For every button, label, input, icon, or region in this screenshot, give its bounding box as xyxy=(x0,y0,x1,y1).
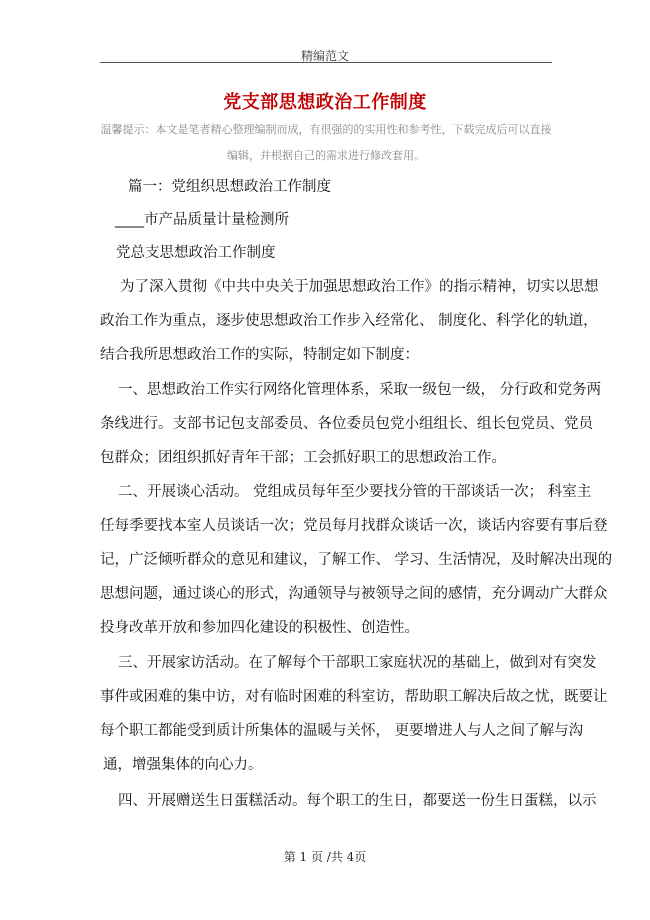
body-line: 包群众；团组织抓好青年干部；工会抓好职工的思想政治工作。 xyxy=(100,450,506,466)
header-divider xyxy=(100,62,552,63)
body-line: 投身改革开放和参加四化建设的积极性、创造性。 xyxy=(100,620,419,636)
body-line: 二、开展谈心活动。 党组成员每年至少要找分管的干部谈话一次； 科室主 xyxy=(118,484,592,500)
subsection-title: 党总支思想政治工作制度 xyxy=(116,245,276,261)
body-line: 任每季要找本室人员谈话一次；党员每月找群众谈话一次，谈话内容要有事后登 xyxy=(100,518,608,534)
body-line: 每个职工都能受到质计所集体的温暖与关怀， 更要增进人与人之间了解与沟 xyxy=(100,723,584,739)
body-line: 政治工作为重点，逐步使思想政治工作步入经常化、 制度化、科学化的轨道， xyxy=(100,313,598,329)
body-line: 三、开展家访活动。在了解每个干部职工家庭状况的基础上，做到对有突发 xyxy=(118,655,597,671)
tip-line-2: 编辑，并根据自己的需求进行修改套用。 xyxy=(227,149,425,162)
body-line: 一、思想政治工作实行网络化管理体系，采取一级包一级， 分行政和党务两 xyxy=(118,382,602,398)
page-footer: 第 1 页 /共 4页 xyxy=(283,850,367,864)
body-line: 记，广泛倾听群众的意见和建议，了解工作、 学习、生活情况，及时解决出现的 xyxy=(100,552,613,568)
body-line: 思想问题，通过谈心的形式，沟通领导与被领导之间的感情，充分调动广大群众 xyxy=(100,586,608,602)
tip-line-1: 温馨提示：本文是笔者精心整理编制而成，有很强的的实用性和参考性，下载完成后可以直接 xyxy=(100,123,552,136)
page-header: 精编范文 xyxy=(300,49,349,63)
body-line: 条线进行。支部书记包支部委员、各位委员包党小组组长、组长包党员、党员 xyxy=(100,416,593,432)
body-line: 通，增强集体的向心力。 xyxy=(103,757,263,773)
organization-name: ____市产品质量计量检测所 xyxy=(115,212,289,228)
section-heading: 篇一：党组织思想政治工作制度 xyxy=(128,179,331,195)
body-line: 四、开展赠送生日蛋糕活动。每个职工的生日，都要送一份生日蛋糕，以示 xyxy=(118,793,597,809)
body-line: 为了深入贯彻《中共中央关于加强思想政治工作》的指示精神，切实以思想 xyxy=(120,279,599,295)
body-line: 事件或困难的集中访，对有临时困难的科室访，帮助职工解决后故之忧，既要让 xyxy=(100,689,608,705)
body-line: 结合我所思想政治工作的实际，特制定如下制度： xyxy=(100,347,419,363)
document-title: 党支部思想政治工作制度 xyxy=(223,92,427,113)
